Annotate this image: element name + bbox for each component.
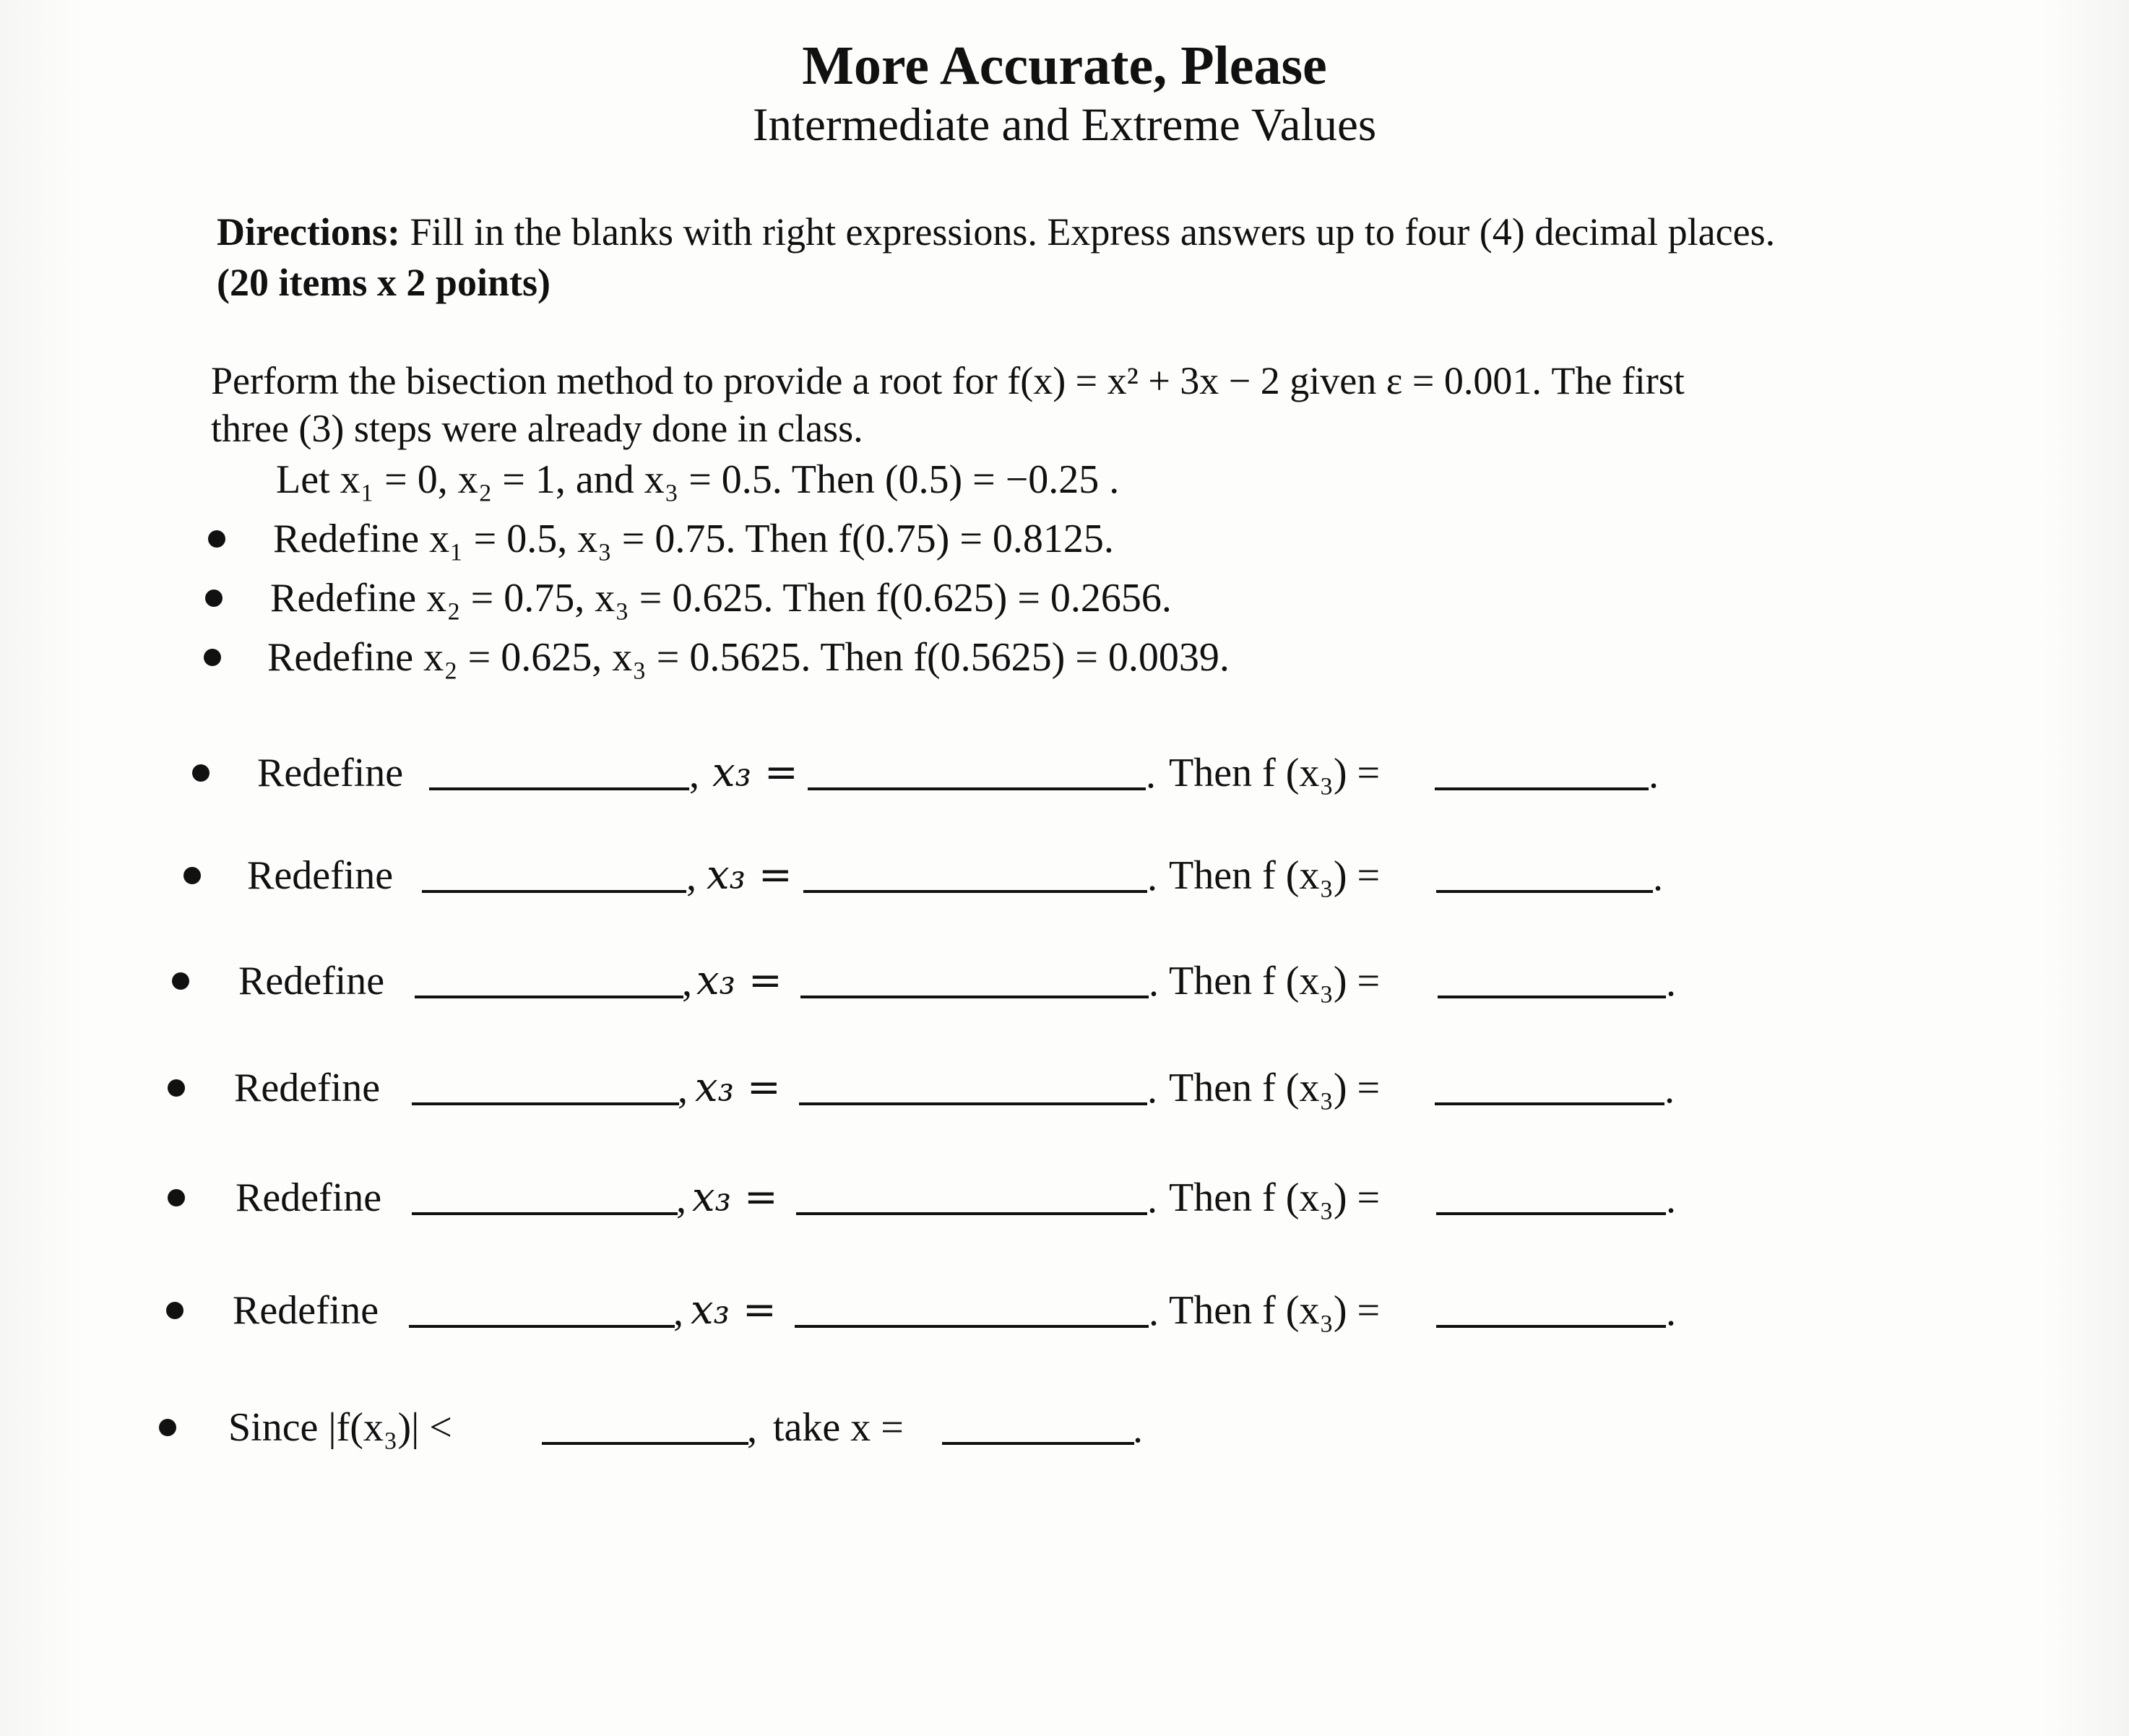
- bullet-icon: [159, 1419, 176, 1436]
- worksheet-title: More Accurate, Please: [802, 35, 1327, 96]
- given-step-1: [0, 510, 2129, 568]
- bullet-icon: [183, 867, 201, 884]
- x3-equals-label: x₃ =: [696, 957, 782, 1004]
- redefine-label: Redefine: [234, 1066, 381, 1110]
- directions-text: Fill in the blanks with right expressions. Express answers up to four (4) decimal places.: [400, 210, 1776, 254]
- redefined-variable-blank[interactable]: [409, 1325, 675, 1328]
- period: .: [1146, 752, 1156, 797]
- period: .: [1133, 1407, 1143, 1451]
- comma-separator: ,: [678, 1067, 688, 1112]
- redefined-variable-blank[interactable]: [412, 1102, 679, 1105]
- redefine-label: Redefine: [257, 751, 404, 795]
- period: .: [1664, 1067, 1675, 1112]
- redefine-label: Redefine: [247, 853, 394, 898]
- x3-value-blank[interactable]: [803, 890, 1147, 893]
- then-f-x3-label: Then f (x₃) =: [1169, 751, 1381, 795]
- since-label: Since |f(x₃)| <: [228, 1405, 452, 1450]
- x3-value-blank[interactable]: [800, 996, 1149, 998]
- redefined-variable-blank[interactable]: [415, 996, 683, 998]
- redefined-variable-blank[interactable]: [412, 1212, 678, 1215]
- x3-value-blank[interactable]: [795, 1325, 1149, 1328]
- answer-row-4: [0, 1059, 2129, 1117]
- answer-row-1: [0, 744, 2129, 802]
- given-step-0-text: Let x₁ = 0, x₂ = 1, and x₃ = 0.5. Then (0.5) = −0.25 .: [276, 457, 1120, 502]
- x3-equals-label: x₃ =: [707, 852, 793, 899]
- bullet-icon: [192, 764, 210, 782]
- bullet-icon: [204, 649, 221, 666]
- x3-equals-label: x₃ =: [712, 749, 798, 796]
- period: .: [1653, 855, 1663, 899]
- redefine-label: Redefine: [238, 959, 385, 1003]
- x3-equals-label: x₃ =: [691, 1287, 777, 1334]
- stopping-row: [0, 1399, 2129, 1456]
- period: .: [1666, 1177, 1676, 1222]
- then-f-x3-label: Then f (x₃) =: [1169, 959, 1381, 1003]
- answer-row-6: [0, 1282, 2129, 1339]
- f-x3-value-blank[interactable]: [1436, 1325, 1666, 1328]
- bullet-icon: [168, 1079, 185, 1097]
- f-x3-value-blank[interactable]: [1438, 996, 1666, 998]
- redefined-variable-blank[interactable]: [422, 890, 686, 893]
- redefine-label: Redefine: [236, 1175, 382, 1220]
- bullet-icon: [208, 530, 225, 548]
- scoring-points: (20 items x 2 points): [217, 261, 550, 304]
- directions-block: [217, 207, 1965, 308]
- bullet-icon: [172, 972, 189, 990]
- given-step-3: [0, 629, 2129, 686]
- root-answer-blank[interactable]: [942, 1442, 1134, 1445]
- then-f-x3-label: Then f (x₃) =: [1169, 1175, 1381, 1220]
- period: .: [1147, 855, 1157, 899]
- given-step-2: [0, 569, 2129, 627]
- given-step-3-text: Redefine x₂ = 0.625, x₃ = 0.5625. Then f(0.5625) = 0.0039.: [267, 635, 1230, 680]
- worksheet-subtitle: Intermediate and Extreme Values: [752, 99, 1377, 151]
- then-f-x3-label: Then f (x₃) =: [1169, 853, 1381, 898]
- take-x-label: take x =: [773, 1405, 904, 1450]
- given-step-2-text: Redefine x₂ = 0.75, x₃ = 0.625. Then f(0.625) = 0.2656.: [270, 576, 1172, 621]
- comma-separator: ,: [682, 960, 692, 1005]
- period: .: [1666, 960, 1676, 1005]
- f-x3-value-blank[interactable]: [1435, 787, 1649, 790]
- bullet-icon: [166, 1302, 183, 1319]
- f-x3-value-blank[interactable]: [1435, 1102, 1664, 1105]
- then-f-x3-label: Then f (x₃) =: [1169, 1288, 1381, 1333]
- x3-value-blank[interactable]: [796, 1212, 1147, 1215]
- directions-label: Directions:: [217, 210, 400, 254]
- comma-separator: ,: [676, 1177, 686, 1222]
- comma-separator: ,: [673, 1290, 683, 1334]
- problem-intro-line-2: three (3) steps were already done in class.: [211, 407, 863, 450]
- x3-equals-label: x₃ =: [695, 1064, 781, 1111]
- period: .: [1147, 1177, 1157, 1222]
- problem-intro-line-1: Perform the bisection method to provide a root for f(x) = x² + 3x − 2 given ε = 0.001. The first: [211, 359, 1685, 402]
- bullet-icon: [168, 1189, 185, 1206]
- x3-value-blank[interactable]: [808, 787, 1146, 790]
- period: .: [1149, 1290, 1159, 1334]
- period: .: [1147, 1067, 1157, 1112]
- x3-value-blank[interactable]: [799, 1102, 1147, 1105]
- bullet-icon: [205, 590, 223, 607]
- f-x3-value-blank[interactable]: [1436, 890, 1653, 893]
- x3-equals-label: x₃ =: [692, 1174, 778, 1221]
- period: .: [1149, 960, 1159, 1005]
- given-step-1-text: Redefine x₁ = 0.5, x₃ = 0.75. Then f(0.75) = 0.8125.: [273, 517, 1114, 561]
- answer-row-2: [0, 847, 2129, 904]
- comma-separator: ,: [689, 752, 699, 797]
- comma-separator: ,: [747, 1407, 757, 1451]
- period: .: [1666, 1290, 1676, 1334]
- given-step-0: [0, 451, 2129, 509]
- redefine-label: Redefine: [233, 1288, 379, 1333]
- then-f-x3-label: Then f (x₃) =: [1169, 1066, 1381, 1110]
- f-x3-value-blank[interactable]: [1436, 1212, 1666, 1215]
- redefined-variable-blank[interactable]: [429, 787, 689, 790]
- answer-row-3: [0, 952, 2129, 1010]
- tolerance-blank[interactable]: [542, 1442, 748, 1445]
- period: .: [1649, 752, 1659, 797]
- problem-statement: [211, 357, 1959, 452]
- answer-row-5: [0, 1169, 2129, 1227]
- comma-separator: ,: [686, 855, 696, 899]
